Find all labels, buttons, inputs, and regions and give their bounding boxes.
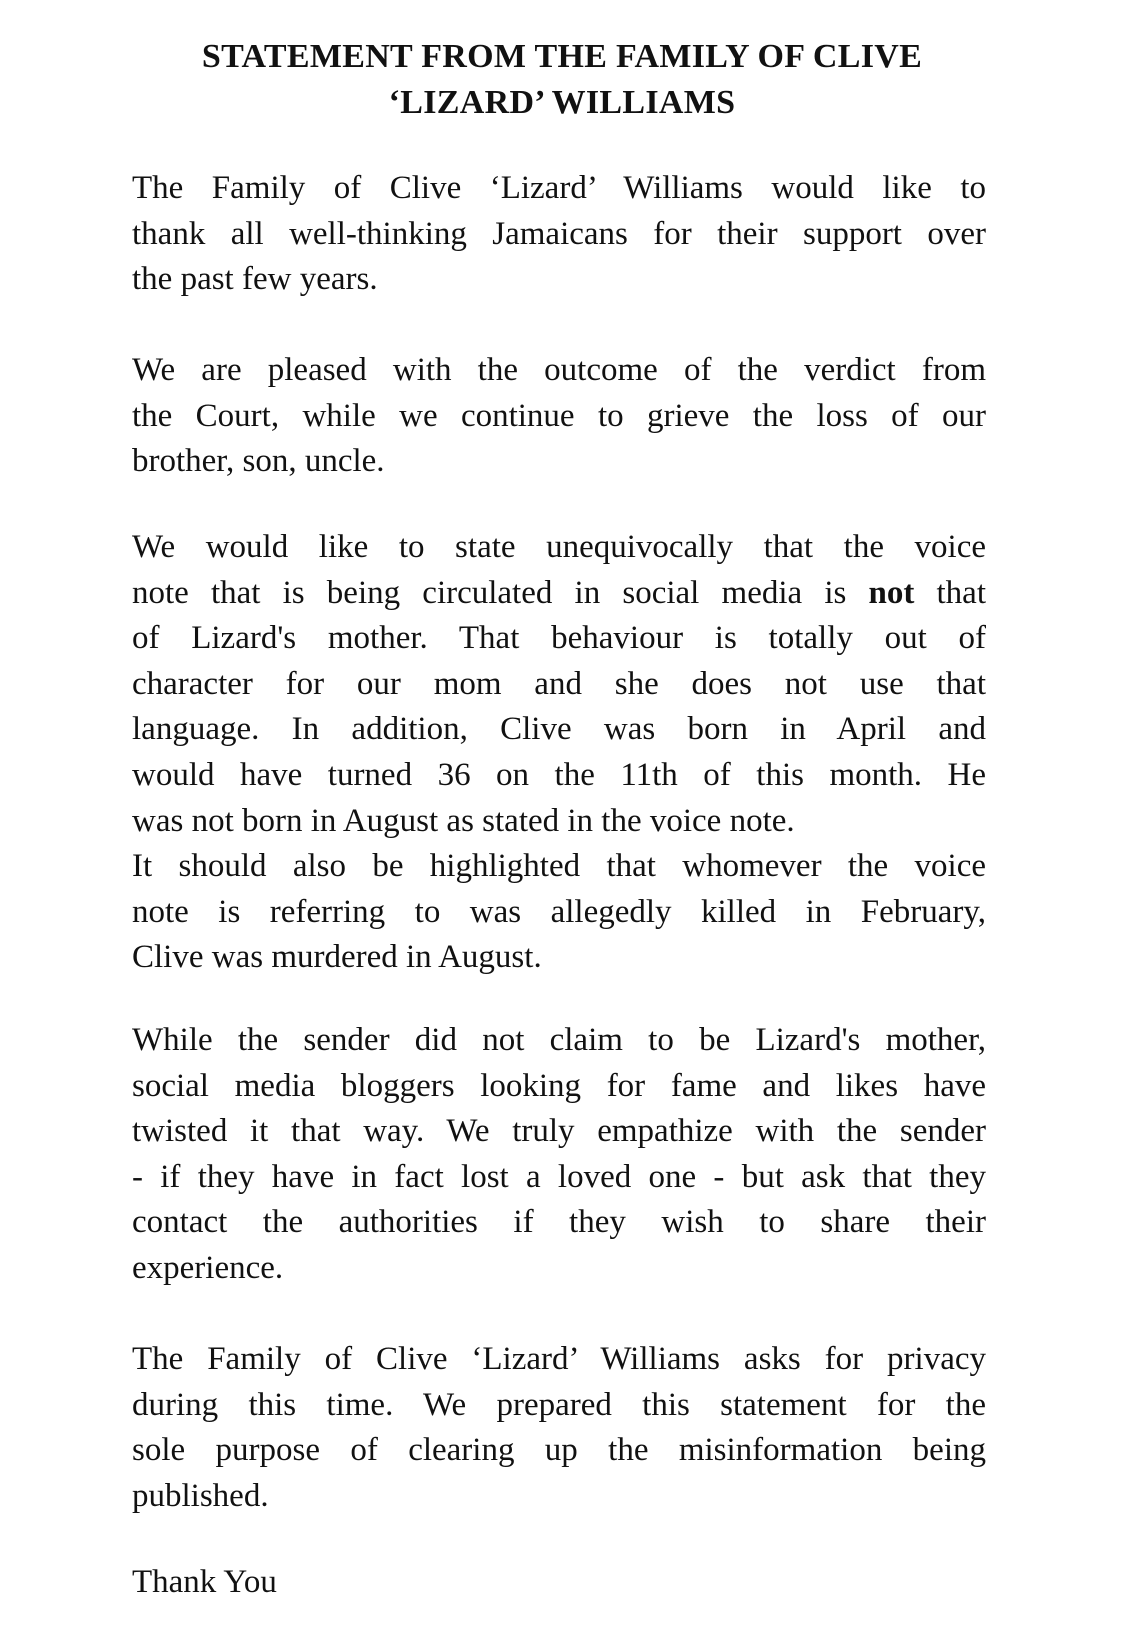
paragraph-line: language. In addition, Clive was born in April and <box>132 711 986 748</box>
text-run: that <box>914 574 986 611</box>
paragraph-line: note is referring to was allegedly killed in February, <box>132 893 986 930</box>
closing-line: Thank You <box>132 1564 277 1600</box>
paragraph-line: It should also be highlighted that whomever the voice <box>132 848 986 885</box>
paragraph-line: social media bloggers looking for fame and likes have <box>132 1067 986 1104</box>
closing-text <box>132 1560 986 1606</box>
title-line-1: STATEMENT FROM THE FAMILY OF CLIVE <box>201 38 923 75</box>
paragraph-verdict <box>132 348 986 485</box>
text-run: note that is being circulated in social media is <box>132 574 869 611</box>
paragraph-line: published. <box>132 1477 269 1514</box>
paragraph-line: The Family of Clive ‘Lizard’ Williams would like to <box>132 170 986 206</box>
paragraph-line: character for our mom and she does not use that <box>132 665 986 702</box>
paragraph-line: during this time. We prepared this statement for the <box>132 1386 986 1423</box>
paragraph-line: would have turned 36 on the 11th of this month. He <box>132 756 986 793</box>
paragraph-line: the past few years. <box>132 261 378 298</box>
paragraph-line: the Court, while we continue to grieve the loss of our <box>132 397 986 434</box>
paragraph-line: - if they have in fact lost a loved one - but ask that they <box>132 1158 986 1195</box>
paragraph-line: brother, son, uncle. <box>132 443 385 480</box>
paragraph-line: While the sender did not claim to be Lizard's mother, <box>132 1022 986 1058</box>
paragraph-line: experience. <box>132 1249 284 1286</box>
paragraph-line: twisted it that way. We truly empathize with the sender <box>132 1113 986 1150</box>
statement-title <box>0 34 1124 126</box>
paragraph-line: We would like to state unequivocally that the voice <box>132 529 986 565</box>
paragraph-line: Clive was murdered in August. <box>132 939 542 976</box>
paragraph-line: contact the authorities if they wish to share their <box>132 1204 986 1241</box>
paragraph-sender <box>132 1018 986 1292</box>
paragraph-line: The Family of Clive ‘Lizard’ Williams asks for privacy <box>132 1341 986 1377</box>
paragraph-privacy <box>132 1337 986 1519</box>
paragraph-line: thank all well-thinking Jamaicans for their support over <box>132 215 986 252</box>
paragraph-line: was not born in August as stated in the voice note. <box>132 802 795 839</box>
paragraph-line <box>132 571 986 617</box>
emphasis-not: not <box>868 574 915 611</box>
paragraph-line: We are pleased with the outcome of the verdict from <box>132 352 986 388</box>
paragraph-line: sole purpose of clearing up the misinformation being <box>132 1432 986 1469</box>
paragraph-voice-note <box>132 525 986 981</box>
paragraph-line: of Lizard's mother. That behaviour is totally out of <box>132 620 986 657</box>
title-line-2: ‘LIZARD’ WILLIAMS <box>388 84 736 121</box>
paragraph-thanks <box>132 166 986 303</box>
